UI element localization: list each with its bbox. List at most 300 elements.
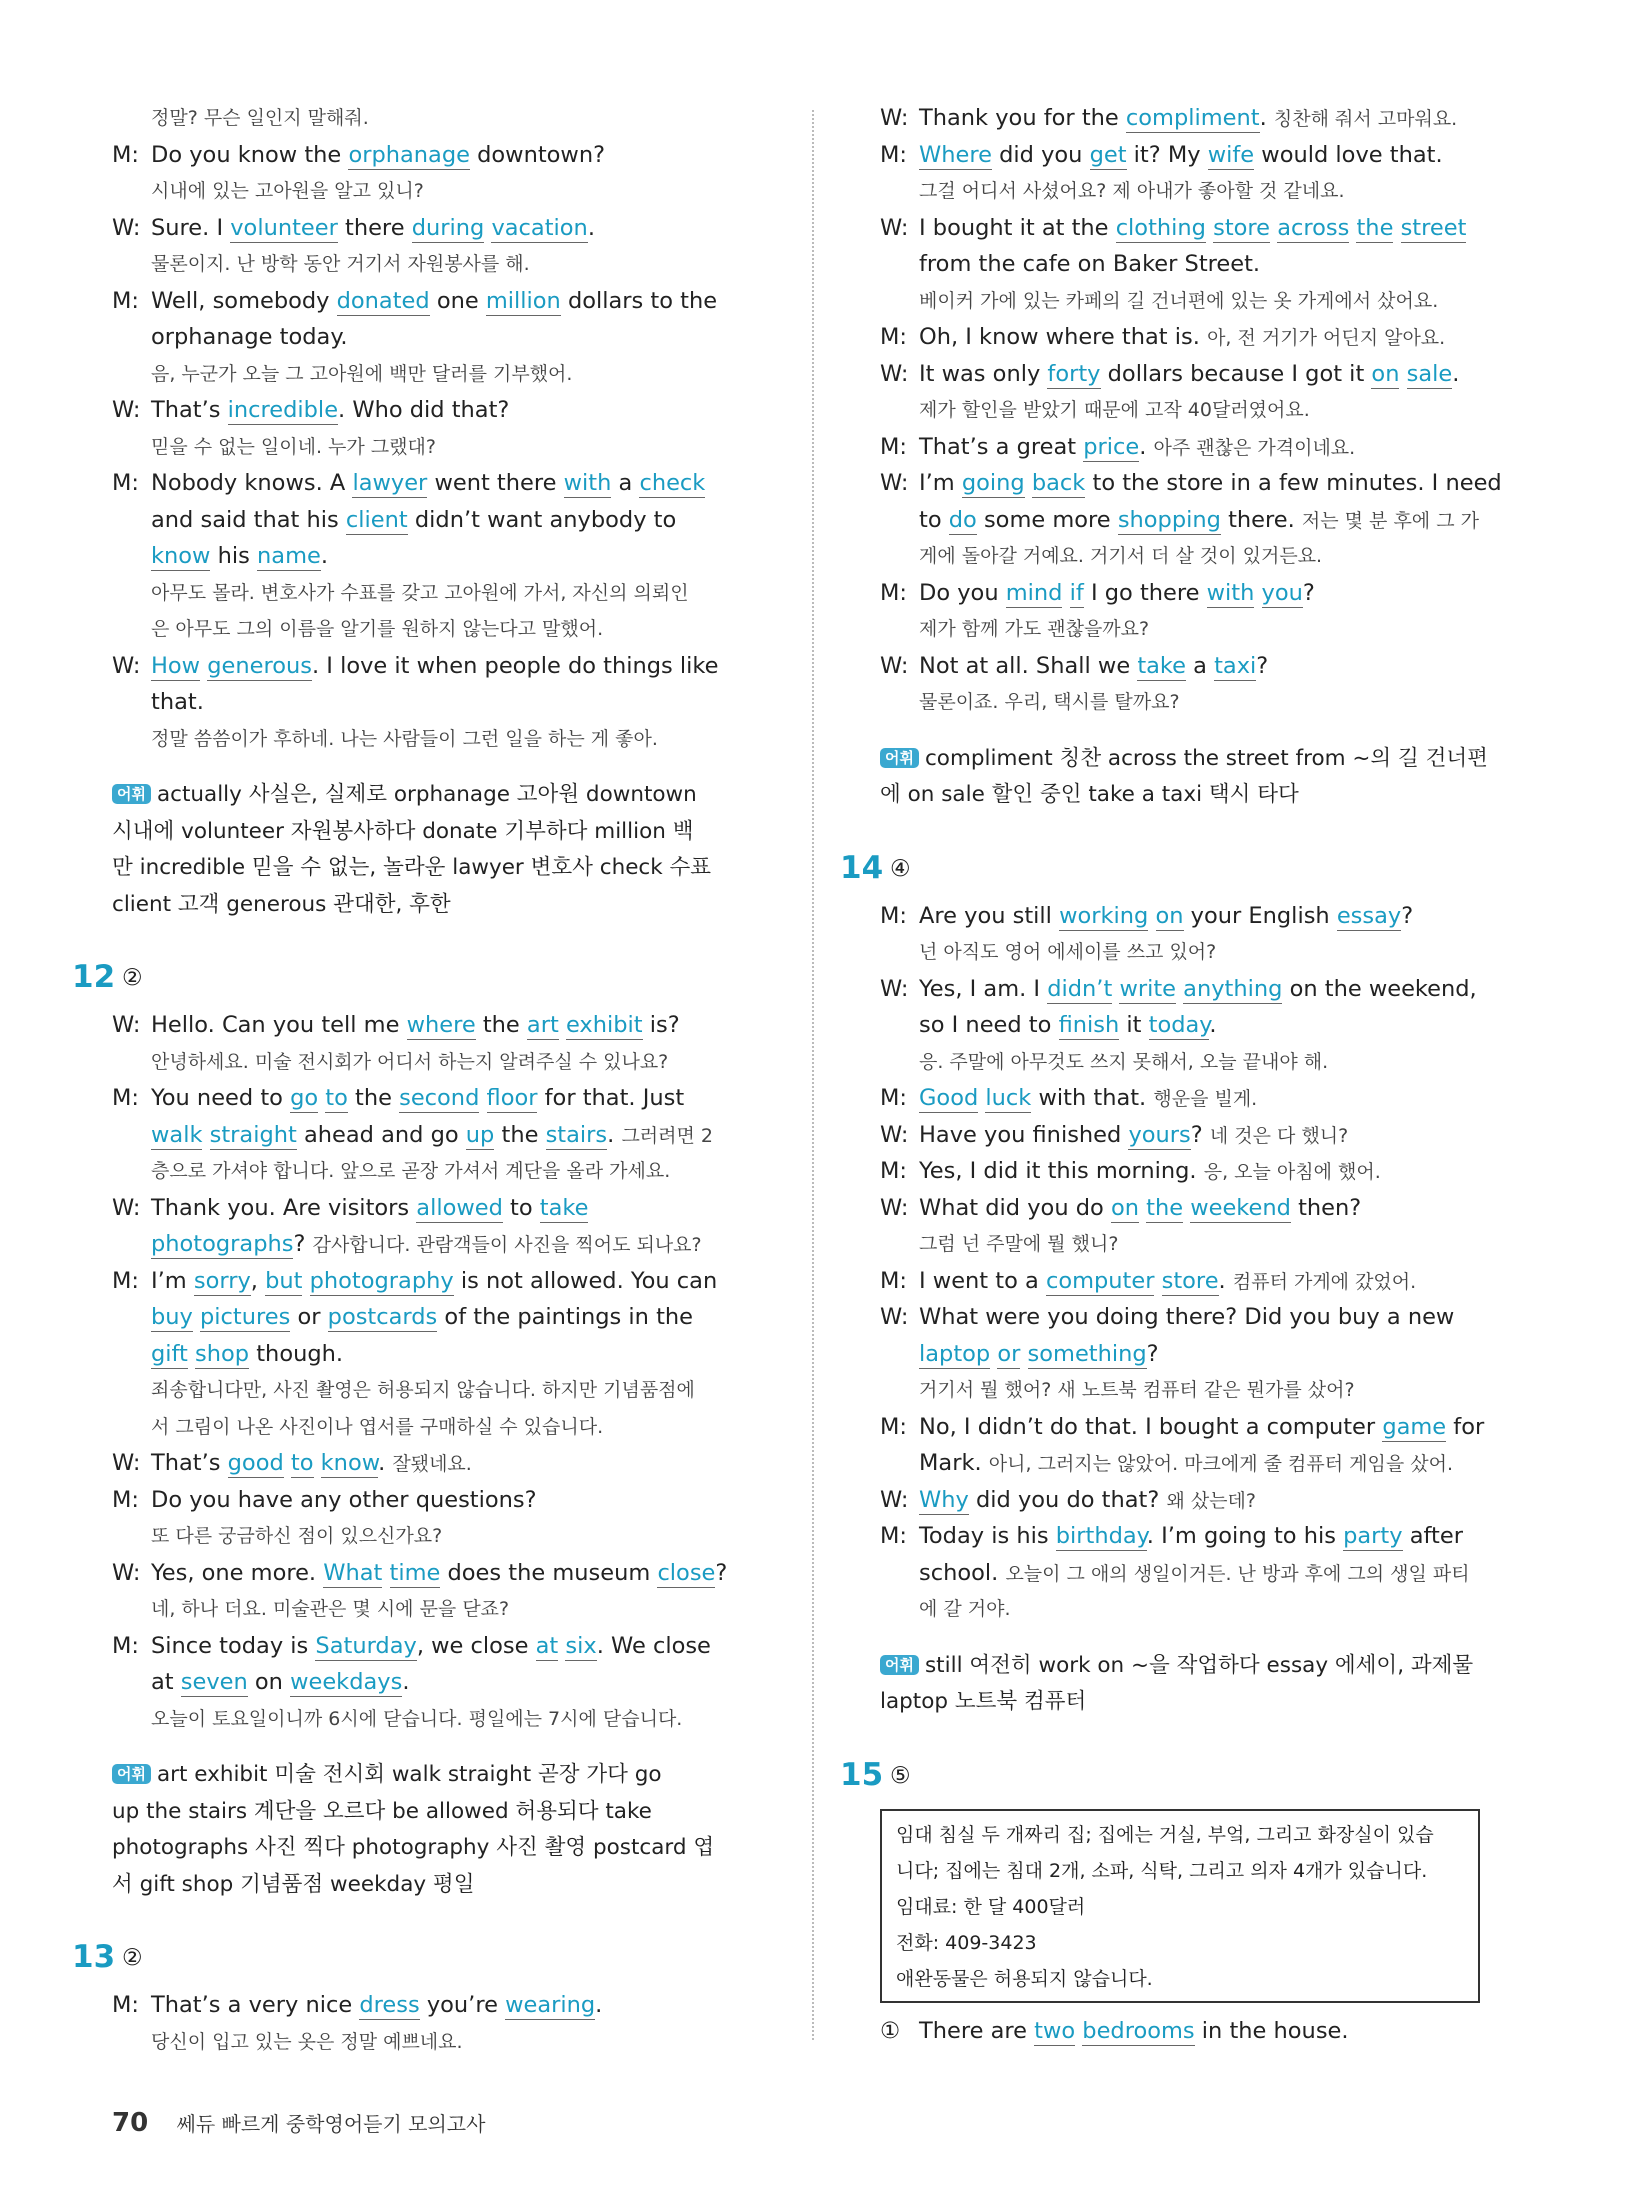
blank-answer: million [485, 287, 561, 314]
speaker-label: W: [112, 1559, 141, 1586]
vocab-text: up the stairs 계단을 오르다 be allowed 허용되다 take [112, 1798, 652, 1824]
vocab-badge: 어휘 [880, 748, 919, 768]
text-segment: . [1218, 1267, 1233, 1294]
speaker-label: W: [112, 1450, 141, 1476]
text-segment: I bought it at the [919, 214, 1116, 241]
dialogue-line [880, 356, 1520, 393]
text-segment: so I need to [919, 1012, 1059, 1038]
blank-answer: dress [359, 1992, 420, 2018]
blank-answer: to [325, 1085, 348, 1111]
text-segment: 오늘이 토요일이니까 6시에 닫습니다. 평일에는 7시에 닫습니다. [151, 1707, 683, 1730]
text-segment: 정말? 무슨 일인지 말해줘. [151, 107, 369, 129]
vocab-text: still 여전히 work on ~을 작업하다 essay 에세이, 과제물 [924, 1652, 1474, 1678]
text-segment: 물론이죠. 우리, 택시를 탈까요? [919, 691, 1180, 713]
dialogue-line [112, 319, 792, 356]
dialogue-line [112, 1080, 792, 1117]
text-segment: ? [1190, 1121, 1210, 1148]
blank-answer: What [323, 1559, 383, 1586]
dialogue-line [880, 1336, 1520, 1373]
text-segment: . [1452, 360, 1460, 387]
text-segment: Thank you for the [919, 105, 1126, 131]
translation-line [112, 1153, 792, 1190]
translation-line [112, 429, 792, 466]
text-segment: . I’m going to his [1146, 1523, 1344, 1549]
blank-answer: second [399, 1085, 480, 1111]
speaker-label: M: [880, 1413, 907, 1440]
text-segment: Thank you. Are visitors [151, 1194, 417, 1221]
dialogue-line [880, 1518, 1520, 1555]
blank-answer: finish [1058, 1012, 1120, 1038]
speaker-label: M: [112, 470, 139, 496]
dialogue-line [112, 1117, 792, 1154]
text-segment: then? [1290, 1194, 1362, 1221]
blank-answer: time [389, 1559, 441, 1586]
translation-line [880, 1044, 1520, 1081]
notice-line: 임대 침실 두 개짜리 집; 집에는 거실, 부엌, 그리고 화장실이 있습 [896, 1823, 1434, 1846]
blank-answer: seven [180, 1669, 248, 1695]
text-segment: 넌 아직도 영어 에세이를 쓰고 있어? [919, 941, 1217, 963]
text-segment: ? [715, 1559, 728, 1586]
blank-answer: six [565, 1632, 597, 1659]
dialogue-line [112, 1628, 792, 1665]
text-segment: in the house. [1194, 2017, 1349, 2044]
blank-answer: during [411, 214, 485, 241]
text-segment: 안녕하세요. 미술 전시회가 어디서 하는지 알려주실 수 있나요? [151, 1050, 669, 1073]
inline-translation: 아니, 그러지는 않았어. 마크에게 줄 컴퓨터 게임을 샀어. [988, 1453, 1453, 1475]
text-segment: on [247, 1669, 291, 1695]
blank-answer: sale [1406, 360, 1453, 387]
inline-translation: 왜 샀는데? [1166, 1489, 1256, 1512]
text-segment: 그럼 넌 주말에 뭘 했니? [919, 1233, 1119, 1255]
text-segment: What were you doing there? Did you buy a new [919, 1304, 1455, 1330]
text-segment: orphanage today. [151, 324, 348, 350]
inline-translation: 아, 전 거기가 어딘지 알아요. [1207, 327, 1446, 349]
blank-answer: orphanage [348, 141, 470, 168]
translation-line [112, 100, 792, 137]
text-segment: . [595, 1992, 603, 2018]
speaker-label: M: [112, 1992, 139, 2018]
text-segment [559, 1012, 566, 1038]
vocab-text: compliment 칭찬 across the street from ~의 길 건너편 [924, 745, 1488, 771]
blank-answer: to [290, 1450, 314, 1476]
translation-line [112, 356, 792, 393]
text-segment: Yes, one more. [151, 1559, 324, 1586]
speaker-label: W: [880, 975, 909, 1002]
text-segment: Nobody knows. A [151, 470, 353, 496]
vocab-text: client 고객 generous 관대한, 후한 [112, 891, 451, 917]
blank-answer: allowed [416, 1194, 503, 1221]
text-segment [1148, 903, 1155, 929]
blank-answer: photographs [151, 1231, 294, 1257]
speaker-label: M: [880, 1085, 907, 1111]
speaker-label: W: [880, 1194, 909, 1221]
translation-line [112, 173, 792, 210]
blank-answer: walk [151, 1121, 203, 1148]
text-segment: ? [1401, 902, 1414, 929]
text-segment: ahead and go [296, 1121, 466, 1148]
text-segment: Do you [919, 579, 1006, 606]
speaker-label: W: [880, 1486, 909, 1513]
page-footer [112, 2108, 485, 2138]
speaker-label: M: [112, 1486, 139, 1513]
blank-answer: close [657, 1559, 716, 1586]
text-segment: 믿을 수 없는 일이네. 누가 그랬대? [151, 435, 436, 458]
text-segment: to [919, 506, 949, 533]
text-segment: 은 아무도 그의 이름을 알기를 원하지 않는다고 말했어. [151, 618, 604, 640]
text-segment: . [587, 214, 595, 241]
text-segment: Do you have any other questions? [151, 1486, 537, 1513]
translation-line [880, 173, 1520, 210]
answer-options-15 [880, 2013, 1520, 2050]
blank-answer: straight [209, 1121, 297, 1148]
page-number: 70 [112, 2108, 149, 2138]
blank-answer: postcards [327, 1304, 438, 1330]
text-segment: his [210, 543, 258, 569]
text-segment [1254, 580, 1261, 606]
text-segment: . [320, 543, 328, 569]
blank-answer: volunteer [230, 214, 338, 241]
dialogue-line [880, 1409, 1520, 1446]
question-answer: ② [122, 965, 143, 991]
dialogue-line [112, 137, 792, 174]
text-segment: at [151, 1669, 181, 1695]
blank-answer: store [1213, 214, 1271, 241]
question-answer: ⑤ [890, 1762, 911, 1789]
text-segment: . [607, 1121, 622, 1148]
text-segment: 네, 하나 더요. 미술관은 몇 시에 문을 닫죠? [151, 1598, 510, 1620]
blank-answer: gift [151, 1340, 188, 1367]
blank-answer: where [406, 1012, 476, 1038]
blank-answer: good [227, 1450, 284, 1476]
blank-answer: generous [207, 652, 312, 679]
text-segment: is not allowed. You can [453, 1267, 718, 1294]
speaker-label: M: [880, 1523, 907, 1549]
text-segment: That’s [151, 1450, 228, 1476]
inline-translation: 컴퓨터 가게에 갔었어. [1232, 1270, 1417, 1293]
question-number: 12 [72, 959, 116, 995]
blank-answer: with [563, 470, 612, 496]
blank-answer: check [639, 470, 706, 496]
vocab-text: 에 on sale 할인 중인 take a taxi 택시 타다 [880, 782, 1299, 807]
translation-line [112, 611, 792, 648]
speaker-label: W: [880, 214, 909, 241]
blank-answer: know [151, 543, 211, 569]
dialogue-line [112, 392, 792, 429]
translation-line [880, 684, 1520, 721]
text-segment: Yes, I did it this morning. [919, 1158, 1204, 1184]
speaker-label: W: [112, 1012, 141, 1038]
translation-line [112, 575, 792, 612]
text-segment: . [1259, 105, 1274, 131]
dialogue-line [880, 429, 1520, 466]
dialogue-line [880, 502, 1520, 539]
dialogue-line [112, 210, 792, 247]
blank-answer: floor [486, 1085, 538, 1111]
dialogue-line [880, 100, 1520, 137]
text-segment: Since today is [151, 1632, 316, 1659]
blank-answer: two [1034, 2017, 1076, 2044]
question-answer: ④ [890, 855, 911, 882]
vocab-badge: 어휘 [112, 1764, 151, 1784]
vocab-block [112, 777, 792, 923]
blank-answer: incredible [227, 397, 339, 423]
text-segment: some more [976, 506, 1118, 533]
text-segment: 에 갈 거야. [919, 1598, 1011, 1620]
text-segment: 응. 주말에 아무것도 쓰지 못해서, 오늘 끝내야 해. [919, 1050, 1329, 1073]
speaker-label: W: [112, 397, 141, 423]
blank-answer: price [1083, 433, 1140, 460]
speaker-label: M: [880, 324, 907, 350]
speaker-label: W: [880, 652, 909, 679]
blank-answer: Saturday [315, 1632, 417, 1659]
dialogue-line [880, 1555, 1520, 1592]
text-segment: What did you do [919, 1194, 1111, 1221]
blank-answer: back [1031, 470, 1086, 496]
speaker-label: M: [880, 1267, 907, 1294]
blank-answer: party [1343, 1523, 1403, 1549]
text-segment: 시내에 있는 고아원을 알고 있니? [151, 180, 424, 202]
question-header-12 [72, 957, 792, 1007]
left-column [72, 100, 792, 2060]
text-segment: . [402, 1669, 410, 1695]
text-segment [314, 1450, 321, 1476]
translation-line [112, 1701, 792, 1738]
blank-answer: game [1382, 1413, 1447, 1440]
text-segment [382, 1560, 389, 1586]
dialogue-line [112, 1299, 792, 1336]
text-segment: Are you still [919, 902, 1060, 929]
dialogue-line [880, 898, 1520, 935]
question-answer: ② [122, 1945, 143, 1971]
text-segment: No, I didn’t do that. I bought a computer [919, 1413, 1383, 1440]
text-segment [1062, 580, 1069, 606]
translation-line [880, 1591, 1520, 1628]
translation-line [880, 611, 1520, 648]
dialogue-line [112, 465, 792, 502]
vocab-block [880, 741, 1520, 814]
blank-answer: buy [151, 1304, 193, 1330]
blank-answer: taxi [1214, 652, 1257, 679]
translation-line [880, 538, 1520, 575]
blank-answer: go [290, 1085, 319, 1111]
dialogue-line [880, 1482, 1520, 1519]
vocab-text: 만 incredible 믿을 수 없는, 놀라운 lawyer 변호사 check 수표 [112, 855, 712, 880]
text-segment: after [1402, 1523, 1463, 1549]
dialogue-line [880, 319, 1520, 356]
text-segment: school. [919, 1559, 1006, 1586]
text-segment [479, 1085, 486, 1111]
question-header-14 [840, 848, 1520, 898]
speaker-label: M: [880, 433, 907, 460]
text-segment: the [494, 1121, 546, 1148]
vocab-text: actually 사실은, 실제로 orphanage 고아원 downtown [156, 782, 697, 807]
blank-answer: get [1089, 141, 1127, 168]
dialogue-line [880, 1117, 1520, 1154]
vocab-text: laptop 노트북 컴퓨터 [880, 1689, 1087, 1714]
dialogue-line [112, 1336, 792, 1373]
text-segment: is? [642, 1012, 680, 1038]
dialogue-13 [112, 1987, 792, 2060]
inline-translation: 네 것은 다 했니? [1209, 1124, 1349, 1147]
text-segment [1393, 215, 1400, 241]
dialogue-line [112, 283, 792, 320]
speaker-label: W: [880, 1121, 909, 1148]
dialogue-line [112, 1482, 792, 1519]
question-number: 15 [840, 1756, 884, 1793]
speaker-label: M: [880, 1158, 907, 1184]
text-segment: ? [293, 1231, 313, 1257]
speaker-label: W: [880, 105, 909, 131]
blank-answer: if [1069, 579, 1084, 606]
translation-line [880, 1226, 1520, 1263]
dialogue-line [112, 1263, 792, 1300]
blank-answer: working [1059, 902, 1149, 929]
text-segment: 물론이지. 난 방학 동안 거기서 자원봉사를 해. [151, 253, 530, 275]
text-segment: 층으로 가셔야 합니다. 앞으로 곧장 가셔서 계단을 올라 가세요. [151, 1160, 671, 1182]
dialogue-line [112, 684, 792, 721]
book-title: 쎄듀 빠르게 중학영어듣기 모의고사 [176, 2112, 486, 2136]
blank-answer: know [320, 1450, 379, 1476]
vocab-line [112, 850, 792, 887]
text-segment: ? [1146, 1340, 1159, 1367]
text-segment: That’s a great [919, 433, 1084, 460]
text-segment: 베이커 가에 있는 카페의 길 건너편에 있는 옷 가게에서 샀어요. [919, 289, 1439, 312]
text-segment [1154, 1268, 1161, 1294]
translation-line [880, 392, 1520, 429]
speaker-label: M: [880, 141, 907, 168]
blank-answer: with [1206, 579, 1255, 606]
blank-answer: Good [919, 1085, 979, 1111]
speaker-label: M: [880, 579, 907, 606]
text-segment: , [250, 1267, 266, 1294]
text-segment: Mark. [919, 1450, 989, 1476]
blank-answer: bedrooms [1082, 2017, 1195, 2044]
text-segment: 게에 돌아갈 거예요. 거기서 더 살 것이 있거든요. [919, 545, 1323, 567]
dialogue-line [112, 1190, 792, 1227]
vocab-badge: 어휘 [880, 1655, 919, 1675]
inline-translation: 응, 오늘 아침에 했어. [1203, 1161, 1381, 1183]
blank-answer: name [257, 543, 321, 569]
vocab-line [112, 887, 792, 924]
text-segment: 그걸 어디서 사셨어요? 제 아내가 좋아할 것 같네요. [919, 180, 1345, 202]
text-segment: . [1209, 1012, 1217, 1038]
text-segment: Today is his [919, 1523, 1056, 1549]
translation-line [112, 721, 792, 758]
blank-answer: on [1110, 1194, 1139, 1221]
blank-answer: clothing [1115, 214, 1206, 241]
text-segment: That’s [151, 397, 228, 423]
text-segment: 또 다른 궁금하신 점이 있으신가요? [151, 1525, 443, 1547]
blank-answer: photography [309, 1267, 454, 1294]
text-segment: that. [151, 689, 204, 715]
dialogue-line [880, 465, 1520, 502]
blank-answer: something [1027, 1340, 1147, 1367]
speaker-label: W: [880, 470, 909, 496]
text-segment: and said that his [151, 506, 346, 533]
translation-line [112, 1518, 792, 1555]
blank-answer: weekdays [290, 1669, 403, 1695]
text-segment [302, 1268, 309, 1294]
question-number: 14 [840, 849, 884, 886]
vocab-lines [112, 777, 792, 923]
text-segment: a [1186, 652, 1215, 679]
notice-line: 니다; 집에는 침대 2개, 소파, 식탁, 그리고 의자 4개가 있습니다. [896, 1859, 1428, 1882]
text-segment [1020, 1341, 1027, 1367]
vocab-block [880, 1648, 1520, 1721]
text-segment [284, 1450, 291, 1476]
text-segment: 음, 누군가 오늘 그 고아원에 백만 달러를 기부했어. [151, 362, 573, 385]
blank-answer: laptop [919, 1340, 991, 1367]
translation-line [112, 246, 792, 283]
vocab-line [112, 1830, 792, 1867]
text-segment: Hello. Can you tell me [151, 1012, 407, 1038]
blank-answer: shopping [1117, 506, 1221, 533]
speaker-label: W: [880, 360, 909, 387]
speaker-label: ① [880, 2017, 901, 2044]
dialogue-line [880, 2013, 1520, 2050]
text-segment: . Who did that? [338, 397, 510, 423]
blank-answer: compliment [1125, 105, 1260, 131]
text-segment: the [475, 1012, 527, 1038]
vocab-line [880, 741, 1520, 778]
inline-translation: 감사합니다. 관람객들이 사진을 찍어도 되나요? [312, 1234, 702, 1256]
vocab-line [112, 1867, 792, 1904]
text-segment: there. [1220, 506, 1302, 533]
vocab-line [880, 1684, 1520, 1721]
blank-answer: vacation [491, 214, 588, 241]
dialogue-continuation [880, 100, 1520, 721]
dialogue-line [880, 1263, 1520, 1300]
blank-answer: anything [1183, 975, 1283, 1002]
speaker-label: W: [112, 214, 141, 241]
column-divider [812, 110, 814, 2040]
text-segment: 당신이 입고 있는 옷은 정말 예쁘네요. [151, 2030, 463, 2053]
text-segment: 거기서 뭘 했어? 새 노트북 컴퓨터 같은 뭔가를 샀어? [919, 1379, 1355, 1401]
text-segment: dollars because I got it [1100, 360, 1372, 387]
blank-answer: lawyer [352, 470, 428, 496]
dialogue-line [112, 538, 792, 575]
text-segment: Do you know the [151, 141, 349, 168]
notice-line: 전화: 409-3423 [896, 1931, 1037, 1954]
text-segment: . I love it when people do things like [311, 652, 719, 679]
inline-translation: 칭찬해 줘서 고마워요. [1273, 108, 1458, 130]
text-segment: That’s a very nice [151, 1992, 360, 2018]
blank-answer: essay [1336, 902, 1402, 929]
text-segment: There are [919, 2017, 1035, 2044]
blank-answer: write [1119, 975, 1177, 1002]
inline-translation: 그러려면 2 [621, 1124, 713, 1147]
blank-answer: donated [336, 287, 430, 314]
blank-answer: didn’t [1047, 975, 1113, 1002]
text-segment: with that. [1031, 1085, 1154, 1111]
vocab-text: 시내에 volunteer 자원봉사하다 donate 기부하다 million 백 [112, 818, 694, 844]
translation-line [880, 934, 1520, 971]
inline-translation: 잘됐네요. [392, 1453, 472, 1475]
text-segment: for that. Just [537, 1085, 685, 1111]
text-segment: 제가 함께 가도 괜찮을까요? [919, 618, 1150, 640]
blank-answer: the [1146, 1194, 1184, 1221]
text-segment: your English [1183, 902, 1337, 929]
dialogue-continuation [112, 100, 792, 757]
blank-answer: How [151, 652, 201, 679]
speaker-label: M: [880, 902, 907, 929]
blank-answer: computer [1045, 1267, 1155, 1294]
dialogue-line [112, 648, 792, 685]
text-segment [202, 1122, 209, 1148]
text-segment: Not at all. Shall we [919, 652, 1138, 679]
dialogue-line [880, 648, 1520, 685]
text-segment: Yes, I am. I [919, 975, 1048, 1002]
